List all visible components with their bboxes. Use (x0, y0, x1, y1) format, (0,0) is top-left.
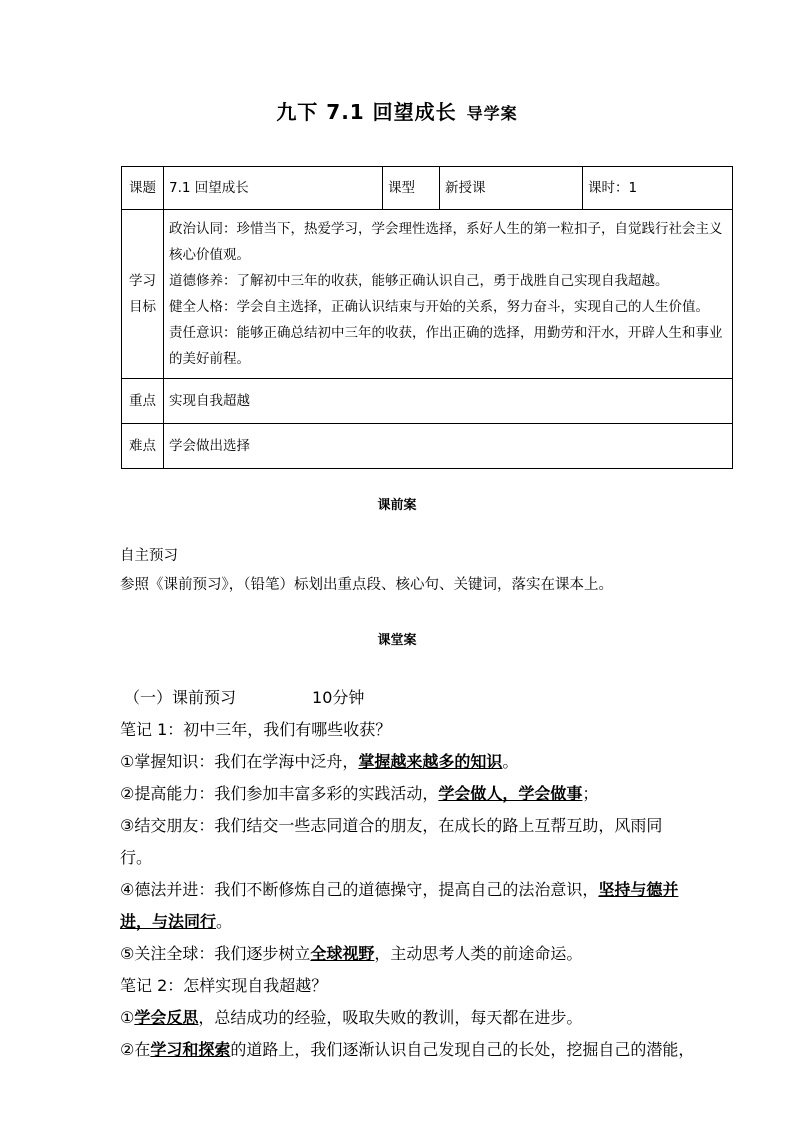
section-heading (120, 682, 690, 714)
item-text: 。 (502, 752, 519, 771)
item-text: ，总结成功的经验，吸取失败的教训，每天都在进步。 (198, 1008, 583, 1027)
list-item (120, 778, 690, 810)
hours-value: 课时：1 (583, 167, 733, 210)
table-row (122, 167, 733, 210)
key-phrase: 学会做人，学会做事 (438, 784, 583, 803)
list-item (120, 1002, 690, 1034)
pre-class-text: 参照《课前预习》，（铅笔）标划出重点段、核心句、关键词，落实在课本上。 (120, 577, 613, 593)
item-text: ②在 (120, 1040, 151, 1059)
list-item (120, 746, 690, 778)
lesson-info-table (121, 166, 733, 469)
goals-content (164, 210, 733, 379)
item-text: 的道路上，我们逐渐认识自己发现自己的长处，挖掘自己的潜能， (230, 1040, 695, 1059)
item-text: ① (120, 1008, 135, 1027)
difficulty-value: 学会做出选择 (164, 424, 733, 469)
goal-line: 政治认同：珍惜当下，热爱学习，学会理性选择，系好人生的第一粒扣子，自觉践行社会主义核心价值观。 (169, 221, 723, 263)
section-label: （一）课前预习 (124, 688, 237, 707)
key-phrase: 学习和探索 (150, 1040, 231, 1059)
item-text: 。 (216, 912, 233, 931)
item-text: ； (582, 784, 599, 803)
in-class-body (120, 682, 695, 1066)
key-phrase: 掌握越来越多的知识 (358, 752, 503, 771)
title-main: 九下 7.1 回望成长 (276, 100, 457, 124)
list-item (120, 938, 690, 970)
key-phrase: 学会反思 (134, 1008, 199, 1027)
item-text: ②提高能力：我们参加丰富多彩的实践活动， (120, 784, 439, 803)
pre-class-heading: 课前案 (377, 498, 417, 513)
table-row (122, 379, 733, 424)
pre-class-title: 自主预习 (120, 548, 178, 564)
type-label: 课型 (383, 167, 440, 210)
table-row (122, 210, 733, 379)
note2-title: 笔记 2：怎样实现自我超越？ (120, 976, 328, 995)
topic-value: 7.1 回望成长 (164, 167, 383, 210)
key-phrase: 进，与法同行 (120, 912, 217, 931)
list-item: ③结交朋友：我们结交一些志同道合的朋友，在成长的路上互帮互助，风雨同行。 (120, 816, 663, 867)
key-point-label: 重点 (122, 379, 164, 424)
page-title (0, 96, 794, 125)
in-class-heading: 课堂案 (377, 633, 417, 648)
table-row (122, 424, 733, 469)
topic-label: 课题 (122, 167, 164, 210)
list-item (120, 874, 690, 938)
key-point-value: 实现自我超越 (164, 379, 733, 424)
title-sub: 导学案 (466, 104, 518, 123)
note1-title: 笔记 1：初中三年，我们有哪些收获？ (120, 720, 392, 739)
item-text: ④德法并进：我们不断修炼自己的道德操守，提高自己的法治意识， (120, 880, 599, 899)
goal-line: 道德修养：了解初中三年的收获，能够正确认识自己，勇于战胜自己实现自我超越。 (169, 273, 669, 289)
goal-line: 健全人格：学会自主选择，正确认识结束与开始的关系，努力奋斗，实现自己的人生价值。 (169, 299, 709, 315)
list-item (120, 1034, 695, 1066)
key-phrase: 全球视野 (310, 944, 375, 963)
item-text: ①掌握知识：我们在学海中泛舟， (120, 752, 359, 771)
section-time: 10分钟 (312, 688, 365, 707)
difficulty-label: 难点 (122, 424, 164, 469)
goals-label: 学习目标 (122, 210, 164, 379)
goal-line: 责任意识：能够正确总结初中三年的收获，作出正确的选择，用勤劳和汗水，开辟人生和事业的美好前程。 (169, 325, 723, 367)
item-text: ，主动思考人类的前途命运。 (374, 944, 583, 963)
key-phrase: 坚持与德并 (598, 880, 679, 899)
item-text: ⑤关注全球：我们逐步树立 (120, 944, 311, 963)
type-value: 新授课 (440, 167, 583, 210)
